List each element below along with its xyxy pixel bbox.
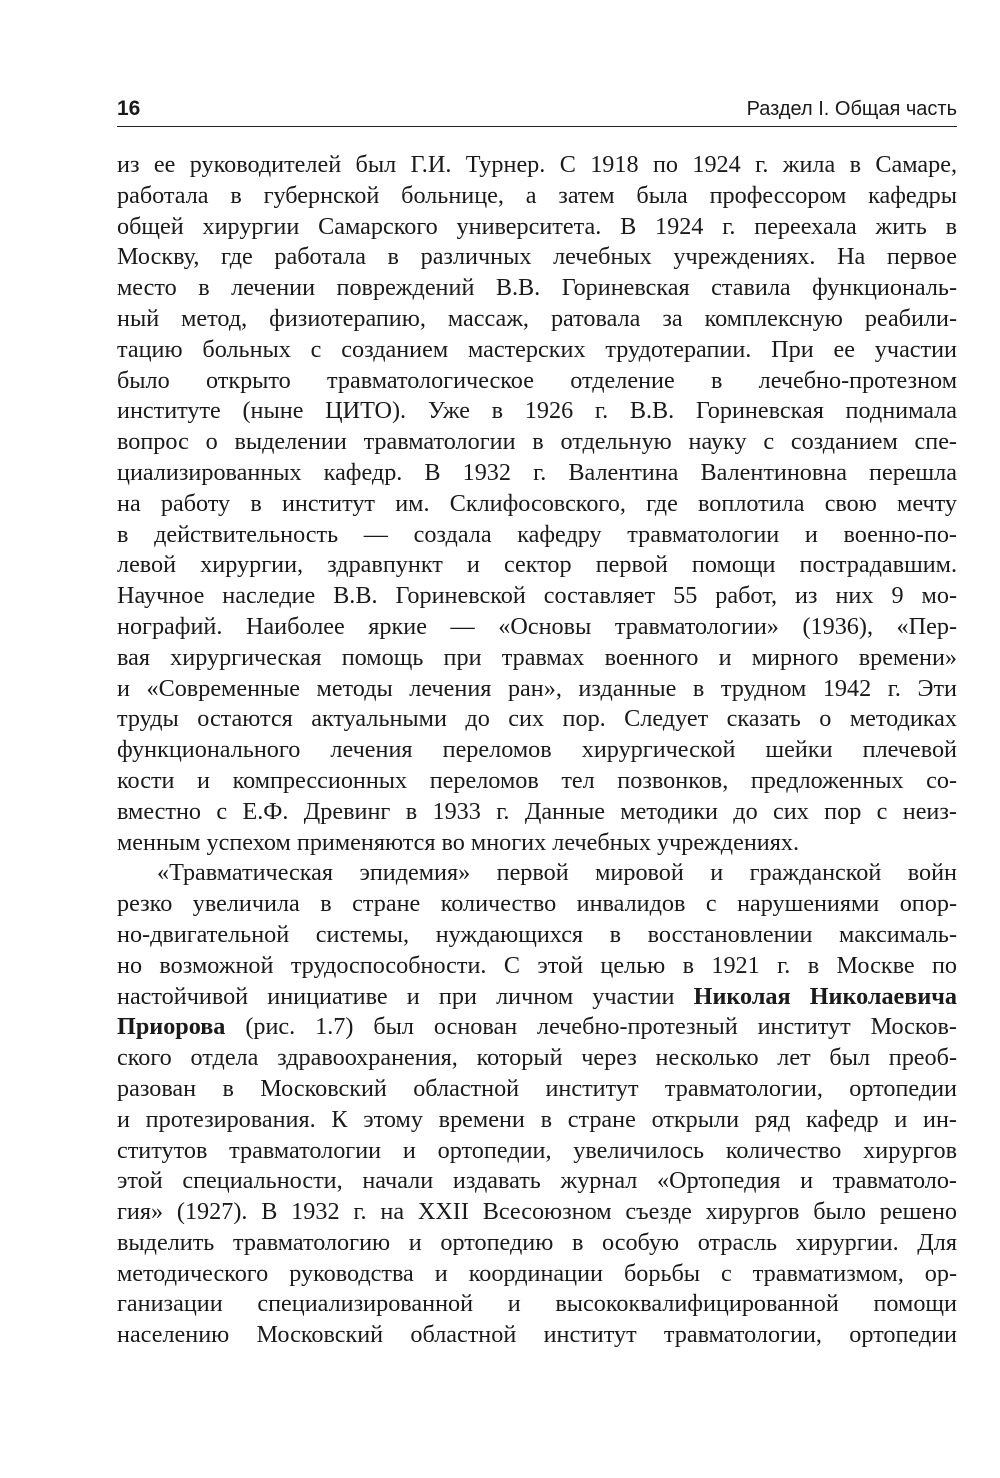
text-line: Москву, где работала в различных лечебных учреждениях. На первое [117,243,957,271]
text-line [117,982,957,1013]
text-line: Научное наследие В.В. Гориневской составляет 55 работ, из них 9 мо- [117,582,957,610]
text-run: настойчивой инициативе и при личном участии [117,982,694,1010]
text-line: нографий. Наиболее яркие — «Основы травматологии» (1936), «Пер- [117,612,957,640]
text-line: на работу в институт им. Склифосовского, где воплотила свою мечту [117,489,957,517]
person-name-bold: Николая Николаевича [693,982,958,1010]
running-head [117,96,957,127]
text-run: (рис. 1.7) был основан лечебно-протезный институт Москов- [225,1013,957,1041]
text-line: и протезирования. К этому времени в стране открыли ряд кафедр и ин- [117,1105,957,1133]
text-line: работала в губернской больнице, а затем была профессором кафедры [117,181,957,209]
text-line: было открыто травматологическое отделение в лечебно-протезном [117,366,957,394]
text-line: из ее руководителей был Г.И. Турнер. С 1918 по 1924 г. жила в Самаре, [117,151,957,178]
text-line: «Травматическая эпидемия» первой мировой и гражданской войн [157,859,957,887]
text-line: резко увеличила в стране количество инвалидов с нарушениями опор- [117,890,957,918]
text-line: выделить травматологию и ортопедию в особую отрасль хирургии. Для [117,1228,957,1256]
text-line: разован в Московский областной институт травматологии, ортопедии [117,1074,957,1102]
body-text [117,150,957,1351]
page-number: 16 [117,97,141,120]
text-line: но возможной трудоспособности. С этой целью в 1921 г. в Москве по [117,951,957,979]
text-line: труды остаются актуальными до сих пор. Следует сказать о методиках [117,705,957,733]
text-line: ный метод, физиотерапию, массаж, ратовала за комплексную реабили- [117,304,957,332]
text-line: и «Современные методы лечения ран», изданные в трудном 1942 г. Эти [117,674,957,702]
text-line: функционального лечения переломов хирургической шейки плечевой [117,736,957,764]
text-line: но-двигательной системы, нуждающихся в восстановлении максималь- [117,920,957,948]
text-line: гия» (1927). В 1932 г. на XXII Всесоюзном съезде хирургов было решено [117,1198,957,1226]
text-line: циализированных кафедр. В 1932 г. Валентина Валентиновна перешла [117,458,957,486]
text-line: вопрос о выделении травматологии в отдельную науку с созданием спе- [117,428,957,456]
text-line: этой специальности, начали издавать журнал «Ортопедия и травматоло- [117,1167,957,1195]
text-line [117,1012,957,1043]
text-line: тацию больных с созданием мастерских трудотерапии. При ее участии [117,335,957,363]
text-line: общей хирургии Самарского университета. В 1924 г. переехала жить в [117,212,957,240]
person-name-bold: Приорова [117,1013,226,1041]
text-line: место в лечении повреждений В.В. Гориневская ставила функциональ- [117,274,957,302]
text-line: вая хирургическая помощь при травмах военного и мирного времени» [117,643,957,671]
paragraph-2 [117,858,957,1351]
text-line: методического руководства и координации борьбы с травматизмом, ор- [117,1259,957,1287]
text-line: менным успехом применяются во многих лечебных учреждениях. [117,828,799,856]
paragraph-1 [117,150,957,858]
section-title: Раздел I. Общая часть [746,98,957,120]
text-line: ского отдела здравоохранения, который через несколько лет был преоб- [117,1044,957,1072]
text-line: левой хирургии, здравпункт и сектор первой помощи пострадавшим. [117,551,957,579]
text-line: ганизации специализированной и высококвалифицированной помощи [117,1290,957,1318]
text-line: институте (ныне ЦИТО). Уже в 1926 г. В.В. Гориневская поднимала [117,397,957,425]
text-line: населению Московский областной институт травматологии, ортопедии [117,1321,957,1349]
text-line: в действительность — создала кафедру травматологии и военно-по- [117,520,957,548]
text-line: вместно с Е.Ф. Древинг в 1933 г. Данные методики до сих пор с неиз- [117,797,957,825]
text-line: ститутов травматологии и ортопедии, увеличилось количество хирургов [117,1136,957,1164]
text-line: кости и компрессионных переломов тел позвонков, предложенных со- [117,766,957,794]
